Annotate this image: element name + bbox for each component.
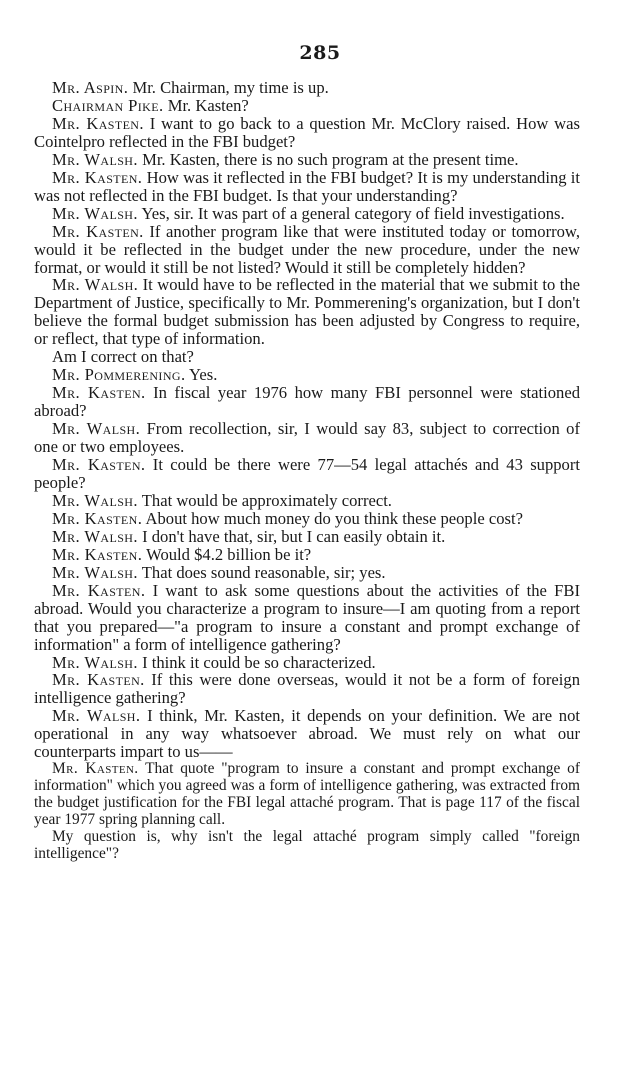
transcript-paragraph: [34, 671, 580, 707]
paragraph-text: Would $4.2 billion be it?: [146, 544, 312, 564]
speaker-name: Mr. Walsh.: [52, 490, 138, 510]
paragraph-text: If another program like that were instituted today or tomorrow, would it be reflected in the budget under the new procedure, under the new format, or would it still be not listed? Would it still be completely hidden?: [34, 221, 580, 277]
transcript-paragraph: [34, 761, 580, 829]
speaker-name: Mr. Kasten.: [52, 455, 146, 475]
paragraph-text: About how much money do you think these people cost?: [145, 508, 523, 528]
transcript-paragraph: [34, 546, 580, 564]
transcript-paragraph: [34, 528, 580, 546]
paragraph-text: That does sound reasonable, sir; yes.: [141, 562, 386, 582]
paragraph-text: Mr. Kasten?: [167, 95, 249, 115]
transcript-paragraph: [34, 151, 580, 169]
paragraph-text: That quote "program to insure a constant and prompt exchange of information" which you agreed was a form of intelligence gathering, was extracted from the budget justification for the FBI legal attaché program. That is page 117 of the fiscal year 1977 spring planning call.: [34, 760, 580, 828]
page-number: 285: [299, 42, 341, 64]
paragraph-text: In fiscal year 1976 how many FBI personnel were stationed abroad?: [34, 383, 580, 421]
transcript-paragraph: [34, 420, 580, 456]
transcript-paragraph: [34, 564, 580, 582]
paragraph-text: I want to ask some questions about the activities of the FBI abroad. Would you characterize a program to insure—I am quoting from a report that you prepared—"a program to insure a constant and prompt exchange of information" a form of intelligence gathering?: [34, 580, 580, 654]
transcript-paragraph: [34, 205, 580, 223]
transcript-paragraph: [34, 582, 580, 654]
paragraph-text: Am I correct on that?: [52, 347, 194, 367]
transcript-paragraph: [34, 276, 580, 348]
speaker-name: Mr. Pommerening.: [52, 365, 186, 385]
speaker-name: Mr. Kasten.: [52, 383, 146, 403]
transcript-paragraph: [34, 510, 580, 528]
paragraph-text: It would have to be reflected in the material that we submit to the Department of Justice, specifically to Mr. Pommerening's organization, but I don't believe the formal budget submission has been adjusted by Congress to require, or reflect, that type of information.: [34, 275, 580, 349]
speaker-name: Chairman Pike.: [52, 95, 164, 115]
transcript-paragraph: [34, 456, 580, 492]
transcript-paragraph: [34, 707, 580, 761]
transcript-paragraph: [34, 97, 580, 115]
transcript-body: [34, 79, 580, 863]
speaker-name: Mr. Walsh.: [52, 706, 141, 726]
paragraph-text: Mr. Chairman, my time is up.: [132, 78, 329, 97]
paragraph-text: How was it reflected in the FBI budget? It is my understanding it was not reflected in the FBI budget. Is that your understanding?: [34, 167, 580, 205]
transcript-paragraph: [34, 169, 580, 205]
transcript-paragraph: [34, 492, 580, 510]
transcript-paragraph: [34, 223, 580, 277]
paragraph-text: From recollection, sir, I would say 83, subject to correction of one or two employees.: [34, 419, 580, 457]
speaker-name: Mr. Aspin.: [52, 78, 129, 97]
speaker-name: Mr. Kasten.: [52, 760, 139, 778]
speaker-name: Mr. Kasten.: [52, 221, 144, 241]
paragraph-text: I think it could be so characterized.: [142, 652, 376, 672]
transcript-paragraph: [34, 348, 580, 366]
transcript-paragraph: [34, 829, 580, 863]
paragraph-text: Yes.: [189, 365, 218, 385]
paragraph-text: It could be there were 77—54 legal attachés and 43 support people?: [34, 455, 580, 492]
speaker-name: Mr. Kasten.: [52, 580, 146, 600]
speaker-name: Mr. Walsh.: [52, 562, 138, 582]
speaker-name: Mr. Walsh.: [52, 652, 138, 672]
speaker-name: Mr. Kasten.: [52, 167, 143, 187]
speaker-name: Mr. Walsh.: [52, 275, 139, 295]
speaker-name: Mr. Kasten.: [52, 544, 143, 564]
paragraph-text: That would be approximately correct.: [141, 490, 392, 510]
paragraph-text: If this were done overseas, would it not be a form of foreign intelligence gathering?: [34, 670, 580, 708]
speaker-name: Mr. Walsh.: [52, 203, 138, 223]
paragraph-text: I don't have that, sir, but I can easily obtain it.: [142, 526, 446, 546]
transcript-paragraph: [34, 366, 580, 384]
speaker-name: Mr. Walsh.: [52, 526, 138, 546]
paragraph-text: Yes, sir. It was part of a general category of field investigations.: [141, 203, 565, 223]
speaker-name: Mr. Walsh.: [52, 149, 138, 169]
speaker-name: Mr. Kasten.: [52, 508, 143, 528]
transcript-paragraph: [34, 384, 580, 420]
speaker-name: Mr. Kasten.: [52, 113, 144, 133]
paragraph-text: Mr. Kasten, there is no such program at the present time.: [142, 149, 519, 169]
paragraph-text: My question is, why isn't the legal attaché program simply called "foreign intelligence"?: [34, 827, 580, 862]
speaker-name: Mr. Kasten.: [52, 670, 145, 690]
paragraph-text: I want to go back to a question Mr. McClory raised. How was Cointelpro reflected in the FBI budget?: [34, 113, 580, 151]
speaker-name: Mr. Walsh.: [52, 419, 141, 439]
transcript-paragraph: [34, 79, 580, 97]
transcript-paragraph: [34, 115, 580, 151]
transcript-paragraph: [34, 654, 580, 672]
paragraph-text: I think, Mr. Kasten, it depends on your definition. We are not operational in any way whatsoever abroad. We must rely on what our counterparts impart to us——: [34, 706, 581, 762]
